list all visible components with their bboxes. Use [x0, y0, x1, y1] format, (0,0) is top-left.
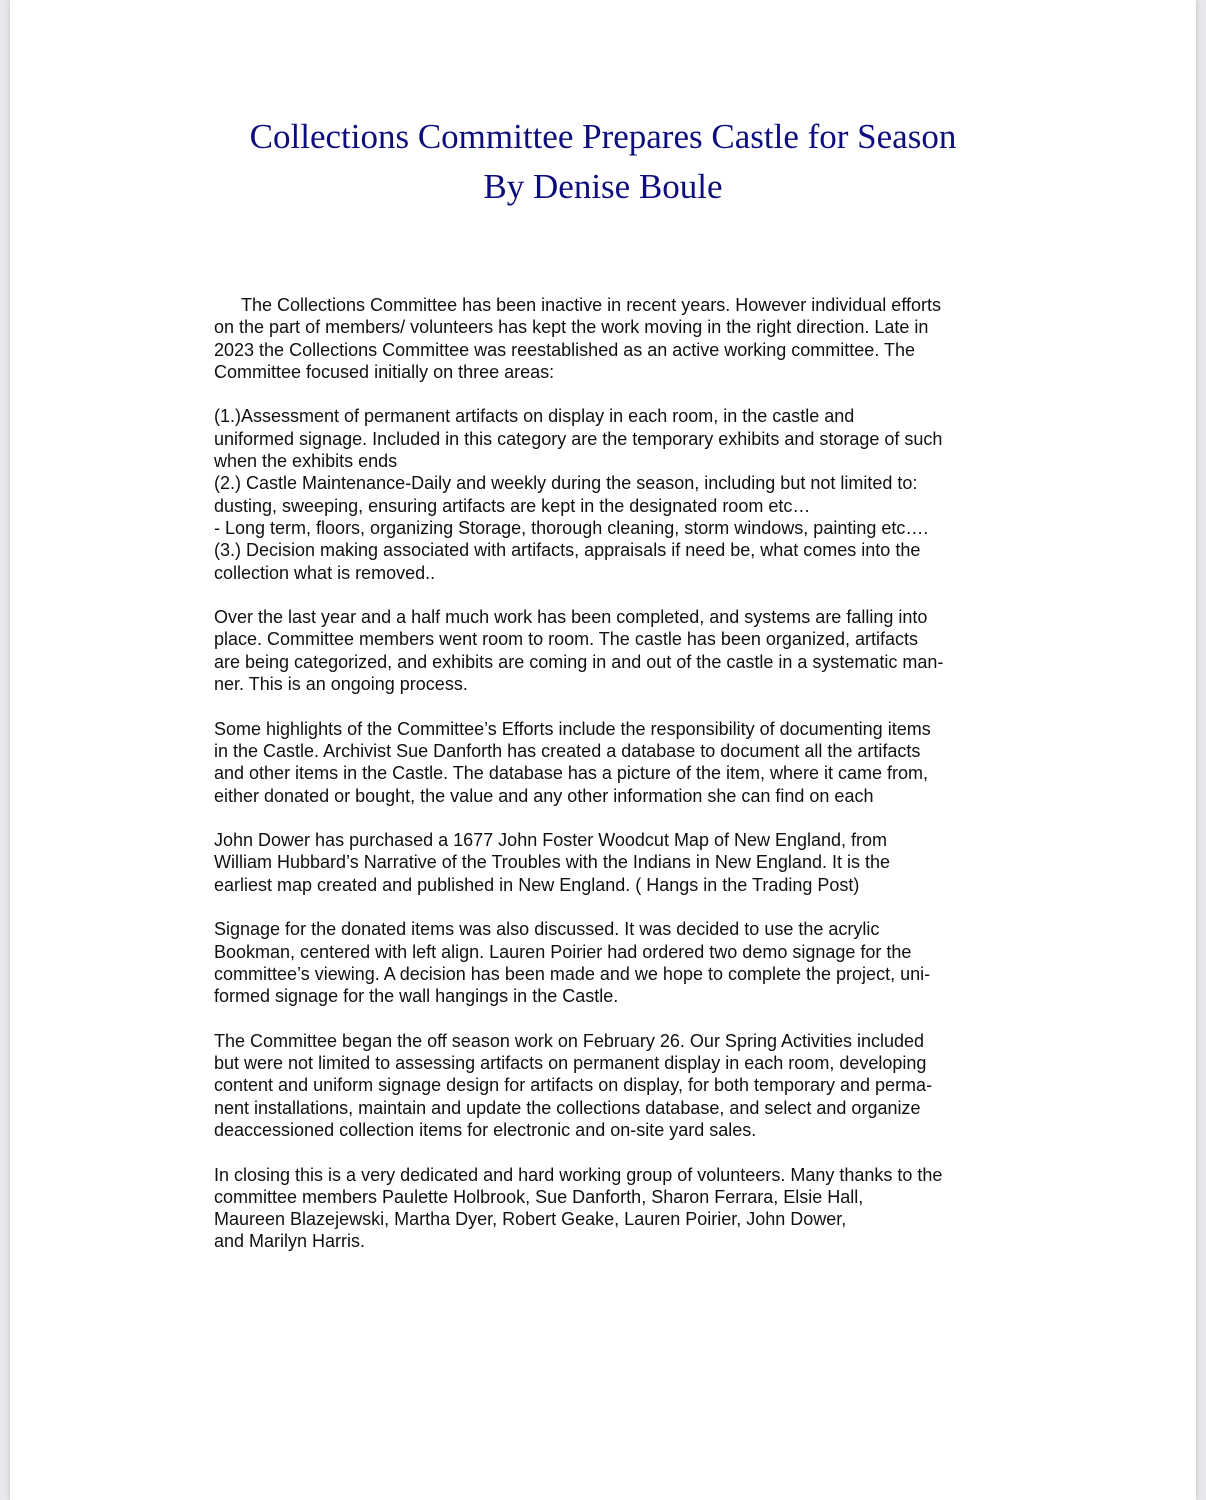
text-line: dusting, sweeping, ensuring artifacts are kept in the designated room etc… [214, 495, 811, 516]
text-line: Signage for the donated items was also discussed. It was decided to use the acrylic [214, 919, 880, 940]
text-line: ner. This is an ongoing process. [214, 674, 468, 695]
text-line: (3.) Decision making associated with artifacts, appraisals if need be, what comes into the [214, 540, 921, 561]
text-line: when the exhibits ends [214, 451, 398, 472]
text-line: The Committee began the off season work on February 26. Our Spring Activities included [214, 1030, 925, 1051]
text-line: William Hubbard’s Narrative of the Troubles with the Indians in New England. It is the [214, 852, 890, 873]
text-line: but were not limited to assessing artifacts on permanent display in each room, developing [214, 1053, 927, 1074]
paragraph-highlights [214, 718, 1014, 807]
article-title: Collections Committee Prepares Castle for Season [249, 117, 957, 156]
text-line: content and uniform signage design for artifacts on display, for both temporary and perma- [214, 1075, 933, 1096]
text-line: Some highlights of the Committee’s Efforts include the responsibility of documenting items [214, 718, 931, 739]
text-line: deaccessioned collection items for electronic and on-site yard sales. [214, 1119, 757, 1140]
text-line: uniformed signage. Included in this category are the temporary exhibits and storage of such [214, 428, 943, 449]
text-line: either donated or bought, the value and any other information she can find on each [214, 785, 874, 806]
text-line: are being categorized, and exhibits are coming in and out of the castle in a systematic man- [214, 651, 944, 672]
text-line: Over the last year and a half much work has been completed, and systems are falling into [214, 607, 928, 628]
text-line: committee members Paulette Holbrook, Sue Danforth, Sharon Ferrara, Elsie Hall, [214, 1186, 864, 1207]
paragraph-focus-areas [214, 405, 1014, 583]
paragraph-closing [214, 1164, 1014, 1253]
text-line: John Dower has purchased a 1677 John Foster Woodcut Map of New England, from [214, 830, 888, 851]
text-line: The Collections Committee has been inactive in recent years. However individual efforts [241, 295, 942, 315]
text-line: and Marilyn Harris. [214, 1231, 366, 1252]
paragraph-spring-activities [214, 1030, 1014, 1141]
text-line: in the Castle. Archivist Sue Danforth has created a database to document all the artifacts [214, 740, 921, 761]
text-line: Bookman, centered with left align. Lauren Poirier had ordered two demo signage for the [214, 941, 912, 962]
text-line: collection what is removed.. [214, 562, 436, 583]
text-line: Maureen Blazejewski, Martha Dyer, Robert Geake, Lauren Poirier, John Dower, [214, 1209, 847, 1230]
document-page [10, 0, 1196, 1500]
article-byline: By Denise Boule [483, 167, 723, 206]
paragraph-progress [214, 606, 1014, 695]
paragraph-intro [214, 294, 1014, 383]
paragraph-signage [214, 918, 1014, 1007]
text-line: on the part of members/ volunteers has kept the work moving in the right direction. Late in [214, 317, 929, 338]
text-line: committee’s viewing. A decision has been made and we hope to complete the project, uni- [214, 963, 931, 984]
text-line: formed signage for the wall hangings in the Castle. [214, 986, 619, 1007]
text-line: (2.) Castle Maintenance-Daily and weekly during the season, including but not limited to: [214, 473, 918, 494]
text-line: and other items in the Castle. The database has a picture of the item, where it came from, [214, 763, 929, 784]
text-line: nent installations, maintain and update the collections database, and select and organize [214, 1097, 921, 1118]
text-line: Committee focused initially on three areas: [214, 361, 555, 382]
text-line: 2023 the Collections Committee was reestablished as an active working committee. The [214, 339, 916, 360]
text-line: - Long term, floors, organizing Storage, thorough cleaning, storm windows, painting etc…. [214, 517, 929, 538]
text-line: (1.)Assessment of permanent artifacts on display in each room, in the castle and [214, 406, 855, 427]
article-body [214, 294, 1014, 1275]
text-line: In closing this is a very dedicated and hard working group of volunteers. Many thanks to the [214, 1164, 943, 1185]
text-line: earliest map created and published in New England. ( Hangs in the Trading Post) [214, 874, 860, 895]
text-line: place. Committee members went room to room. The castle has been organized, artifacts [214, 629, 918, 650]
paragraph-map [214, 829, 1014, 896]
